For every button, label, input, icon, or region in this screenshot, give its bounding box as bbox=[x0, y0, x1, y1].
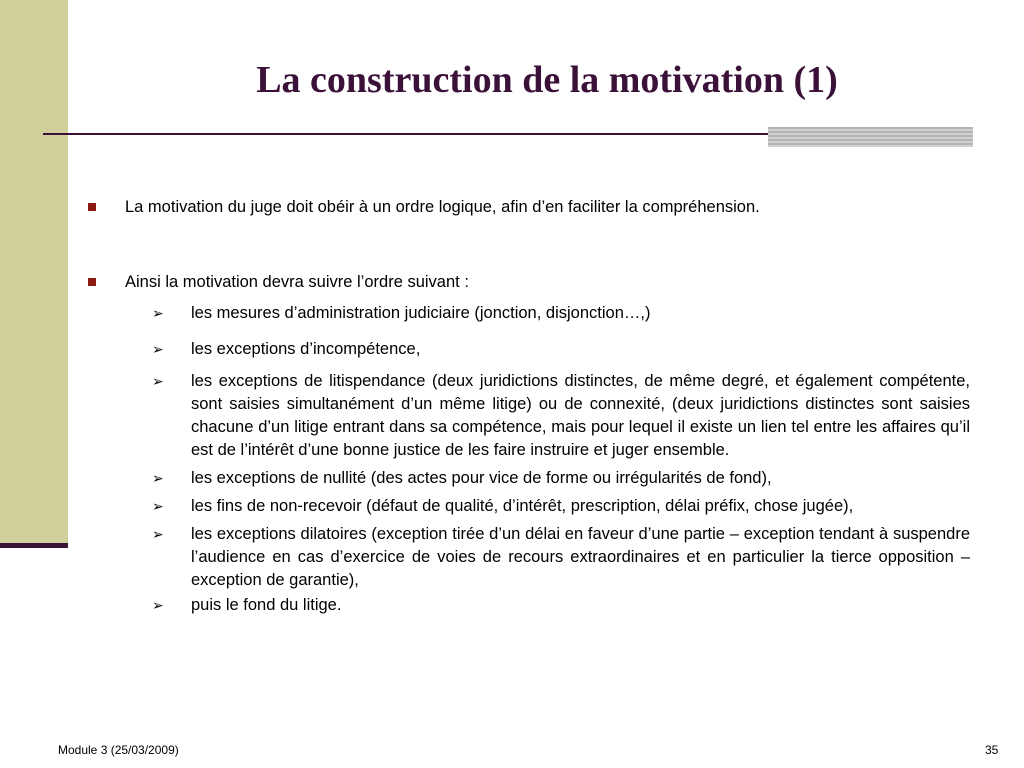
sub-bullet-text: les exceptions dilatoires (exception tirée d’un délai en faveur d’une partie – exception tendant à suspendre l’audience en cas d’exercice de voies de recours extraordinaires et en particulier la tierce opposition – exception de garantie), bbox=[191, 525, 970, 589]
sub-bullet-item bbox=[80, 467, 970, 490]
sub-bullet-item bbox=[80, 302, 970, 325]
arrow-bullet-icon: ➢ bbox=[152, 305, 164, 321]
sub-bullet-item bbox=[80, 370, 970, 462]
footer-module-label: Module 3 (25/03/2009) bbox=[58, 743, 179, 757]
left-accent-bar bbox=[0, 543, 68, 548]
sub-bullet-item bbox=[80, 338, 970, 361]
title-divider-block bbox=[768, 127, 973, 147]
sub-bullet-text: les exceptions d’incompétence, bbox=[191, 340, 421, 358]
arrow-bullet-icon: ➢ bbox=[152, 341, 164, 357]
sub-bullet-text: les fins de non-recevoir (défaut de qualité, d’intérêt, prescription, délai préfix, chose jugée), bbox=[191, 497, 854, 515]
bullet-item bbox=[80, 196, 970, 219]
arrow-bullet-icon: ➢ bbox=[152, 526, 164, 542]
bullet-item bbox=[80, 271, 970, 294]
sub-bullet-item bbox=[80, 594, 970, 617]
arrow-bullet-icon: ➢ bbox=[152, 470, 164, 486]
slide-title: La construction de la motivation (1) bbox=[256, 59, 838, 101]
bullet-text: La motivation du juge doit obéir à un ordre logique, afin d’en faciliter la compréhension. bbox=[125, 198, 760, 216]
bullet-text: Ainsi la motivation devra suivre l’ordre suivant : bbox=[125, 273, 469, 291]
sub-bullet-item bbox=[80, 523, 970, 592]
arrow-bullet-icon: ➢ bbox=[152, 373, 164, 389]
sub-bullet-text: les exceptions de nullité (des actes pour vice de forme ou irrégularités de fond), bbox=[191, 469, 772, 487]
sub-bullet-text: puis le fond du litige. bbox=[191, 596, 342, 614]
sub-bullet-item bbox=[80, 495, 970, 518]
footer-page-number: 35 bbox=[985, 743, 999, 757]
slide-content bbox=[80, 196, 970, 617]
sub-bullet-text: les mesures d’administration judiciaire (jonction, disjonction…,) bbox=[191, 304, 651, 322]
square-bullet-icon bbox=[88, 278, 96, 286]
sub-bullet-text: les exceptions de litispendance (deux juridictions distinctes, de même degré, et également compétente, sont saisies simultanément d’un même litige) ou de connexité, (deux juridictions distinctes sont saisies chacune d’un litige entrant dans sa compétence, mais pour lequel il existe un lien tel entre les affaires qu’il est de l’intérêt d’une bonne justice de les faire instruire et juger ensemble. bbox=[191, 372, 970, 459]
arrow-bullet-icon: ➢ bbox=[152, 597, 164, 613]
arrow-bullet-icon: ➢ bbox=[152, 498, 164, 514]
square-bullet-icon bbox=[88, 203, 96, 211]
left-accent-strip bbox=[0, 0, 68, 544]
